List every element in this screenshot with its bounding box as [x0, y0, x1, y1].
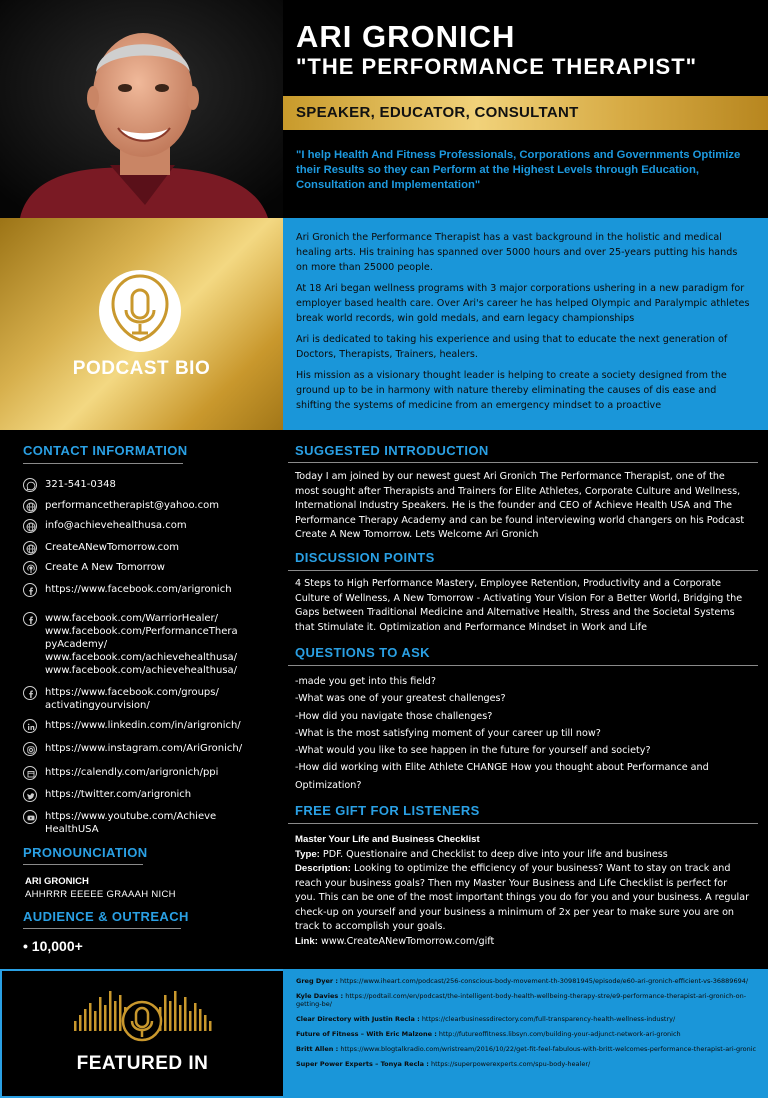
question-item: -How did you navigate those challenges?	[295, 710, 493, 722]
name-block	[296, 20, 756, 80]
contact-text[interactable]: 321-541-0348	[45, 479, 116, 490]
contact-text[interactable]: https://twitter.com/arigronich	[45, 789, 192, 800]
pronunciation-heading: PRONOUNCIATION	[23, 845, 148, 860]
discussion-text: 4 Steps to High Performance Mastery, Employee Retention, Productivity and a Corporate Culture of Wellness, A New Tomorrow - Activating Your Vision For a Better World, Bridging the Gaps between Traditional Medicine and Alternative Health, Stress and the Societal Systems that Stimulate it. Optimization and Performance Mindset in Work and Life	[295, 578, 743, 633]
contact-item[interactable]	[23, 719, 241, 733]
contact-text[interactable]: https://www.facebook.com/arigronich	[45, 584, 232, 595]
microphone-icon	[99, 270, 181, 352]
featured-item[interactable]	[296, 1030, 758, 1038]
featured-host: Clear Directory with Justin Recla :	[296, 1015, 420, 1023]
contact-text[interactable]: https://www.facebook.com/groups/ activatingyourvision/	[45, 687, 219, 711]
globe-icon	[23, 499, 37, 513]
podcast-bio-panel	[0, 218, 283, 430]
featured-link[interactable]: https://www.iheart.com/podcast/256-conscious-body-movement-th-30981945/episode/e60-ari-gronich-efficient-vs-36889694/	[337, 977, 749, 985]
audience-heading: AUDIENCE & OUTREACH	[23, 909, 189, 924]
questions-list	[295, 673, 750, 794]
profile-photo	[0, 0, 283, 218]
pronunciation-sound: AHHRRR EEEEE GRAAAH NICH	[25, 889, 176, 900]
featured-host: Future of Fitness – With Eric Malzone :	[296, 1030, 437, 1038]
gift-title: Master Your Life and Business Checklist	[295, 834, 480, 845]
calendar-icon	[23, 766, 37, 780]
contact-item[interactable]	[23, 561, 165, 575]
bio-paragraph: Ari is dedicated to taking his experience and using that to educate the next generation of Doctors, Therapists, Trainers, healers.	[296, 334, 728, 360]
instagram-icon	[23, 742, 37, 756]
gift-description-value: Looking to optimize the efficiency of your business? Want to stay on track and reach your business goals? Then my Master Your Business and Life Checklist is perfect for you. This can be one of the most important things you do for you and your business. A regular check-up on yourself and your business a minimum of 2x per year to make sure you are on track to accomplish your goals.	[295, 863, 750, 932]
gift-body	[295, 833, 750, 949]
question-item: -made you get into this field?	[295, 676, 436, 687]
contact-text[interactable]: https://calendly.com/arigronich/ppi	[45, 767, 219, 778]
speaker-name: ARI GRONICH	[296, 19, 516, 54]
youtube-icon	[23, 810, 37, 824]
contact-item[interactable]	[23, 499, 219, 513]
contact-text[interactable]: Create A New Tomorrow	[45, 562, 165, 573]
featured-item[interactable]	[296, 1045, 758, 1053]
questions-heading: QUESTIONS TO ASK	[295, 645, 430, 660]
contact-item[interactable]	[23, 541, 179, 555]
gift-heading: FREE GIFT FOR LISTENERS	[295, 803, 480, 818]
intro-heading: SUGGESTED INTRODUCTION	[295, 443, 489, 458]
speaker-nickname: "THE PERFORMANCE THERAPIST"	[296, 54, 698, 79]
contact-text[interactable]: https://www.youtube.com/Achieve HealthUSA	[45, 811, 217, 835]
contact-item[interactable]	[23, 583, 232, 597]
contact-item[interactable]	[23, 519, 187, 533]
contact-item[interactable]	[23, 766, 218, 780]
featured-item[interactable]	[296, 977, 758, 985]
audience-value: • 10,000+	[23, 938, 83, 954]
featured-link[interactable]: https://podtail.com/en/podcast/the-intelligent-body-health-wellbeing-therapy-stre/e9-performance-therapist-ari-gronich-on-getting-be/	[296, 992, 747, 1008]
featured-item[interactable]	[296, 1060, 758, 1068]
facebook-icon	[23, 583, 37, 597]
globe-icon	[23, 519, 37, 533]
facebook-icon	[23, 686, 37, 700]
contact-text[interactable]: info@achievehealthusa.com	[45, 520, 187, 531]
contact-text[interactable]: performancetherapist@yahoo.com	[45, 500, 219, 511]
featured-in-label: FEATURED IN	[76, 1053, 209, 1074]
featured-link[interactable]: https://www.blogtalkradio.com/wristream/2016/10/22/get-fit-feel-fabulous-with-britt-welcomes-performance-therapist-ari-gronic	[338, 1045, 757, 1053]
bio-text-panel	[283, 218, 768, 430]
contact-item[interactable]	[23, 612, 238, 677]
gift-type-value: PDF. Questionaire and Checklist to deep dive into your life and business	[319, 848, 668, 860]
role-text: SPEAKER, EDUCATOR, CONSULTANT	[296, 104, 579, 121]
featured-host: Britt Allen :	[296, 1045, 339, 1053]
facebook-icon	[23, 612, 37, 626]
featured-link[interactable]: https://superpowerexperts.com/spu-body-healer/	[428, 1060, 591, 1068]
contact-item[interactable]	[23, 788, 191, 802]
contact-text[interactable]: https://www.linkedin.com/in/arigronich/	[45, 720, 241, 731]
bio-paragraph: His mission as a visionary thought leader is helping to create a society designed from the ground up to be in harmony with nature thereby eliminating the causes of dis ease and shifting the systems of medicine from an emergency mindset to a proactive	[296, 370, 727, 411]
contact-heading: CONTACT INFORMATION	[23, 443, 188, 458]
featured-link[interactable]: http://futureoffitness.libsyn.com/building-your-adjunct-network-ari-gronich	[436, 1030, 681, 1038]
featured-host: Greg Dyer :	[296, 977, 338, 985]
twitter-icon	[23, 788, 37, 802]
mission-quote: "I help Health And Fitness Professionals, Corporations and Governments Optimize their Results so they can Perform at the Highest Levels through Education, Consultation and Implementation"	[296, 149, 741, 191]
podcast-bio-label: PODCAST BIO	[72, 358, 211, 379]
bio-paragraph: Ari Gronich the Performance Therapist has a vast background in the holistic and medical healing arts. His training has spanned over 5000 hours and over 25-years putting his hands on more than 25000 people.	[296, 232, 738, 273]
contact-text[interactable]: https://www.instagram.com/AriGronich/	[45, 743, 243, 754]
gift-link[interactable]: www.CreateANewTomorrow.com/gift	[317, 935, 495, 947]
featured-item[interactable]	[296, 992, 758, 1008]
portrait-illustration	[0, 0, 283, 218]
pronunciation-name: ARI GRONICH	[25, 876, 89, 887]
contact-item[interactable]	[23, 810, 216, 836]
gift-divider	[288, 823, 758, 824]
contact-item[interactable]	[23, 478, 116, 492]
question-item: -How did working with Elite Athlete CHANGE How you thought about Performance and Optimization?	[295, 762, 709, 791]
linkedin-icon	[23, 719, 37, 733]
featured-in-panel	[0, 969, 283, 1098]
globe-icon	[23, 541, 37, 555]
question-item: -What was one of your greatest challenges?	[295, 693, 506, 705]
pronunciation-divider	[23, 864, 143, 865]
contact-text[interactable]: www.facebook.com/WarriorHealer/ www.facebook.com/PerformanceThera pyAcademy/ www.facebook.com/achievehealthusa/ www.facebook.com/achievehealthusa/	[45, 613, 238, 676]
podcast-icon	[23, 561, 37, 575]
questions-divider	[288, 665, 758, 666]
microphone-waveform-icon	[2, 971, 283, 1051]
gift-description-label: Description:	[295, 863, 351, 874]
featured-link[interactable]: https://clearbusinessdirectory.com/full-transparency-health-wellness-industry/	[419, 1015, 676, 1023]
featured-host: Super Power Experts – Tonya Recla :	[296, 1060, 429, 1068]
featured-list	[283, 969, 768, 1098]
intro-text: Today I am joined by our newest guest Ari Gronich The Performance Therapist, one of the most sought after Therapists and Trainers for Elite Athletes, Corporate Culture and Wellness, International Industry Speakers. He is the founder and CEO of Achieve Health USA and The Performance Therapy Academy and can be found interviewing world changers on his Podcast Create A New Tomorrow. Lets Welcome Ari Gronich	[295, 471, 745, 540]
gift-type-label: Type:	[295, 848, 320, 860]
featured-host: Kyle Davies :	[296, 992, 344, 1000]
question-item: -What is the most satisfying moment of your career up till now?	[295, 727, 601, 739]
gift-link-label: Link:	[295, 935, 318, 947]
audience-divider	[23, 928, 181, 929]
contact-divider	[23, 463, 183, 464]
bio-paragraph: At 18 Ari began wellness programs with 3 major corporations ushering in a new paradigm for employer based health care. Over Ari's career he has helped Olympic and Paralympic athletes break world records, win gold medals, and earn legacy championships	[296, 283, 750, 324]
whatsapp-icon	[23, 478, 37, 492]
question-item: -What would you like to see happen in the future for yourself and society?	[295, 745, 651, 757]
contact-item[interactable]	[23, 742, 242, 756]
contact-item[interactable]	[23, 686, 219, 712]
featured-item[interactable]	[296, 1015, 758, 1023]
discussion-heading: DISCUSSION POINTS	[295, 550, 435, 565]
role-banner	[283, 96, 768, 130]
contact-text[interactable]: CreateANewTomorrow.com	[45, 542, 180, 553]
discussion-divider	[288, 570, 758, 571]
intro-divider	[288, 462, 758, 463]
